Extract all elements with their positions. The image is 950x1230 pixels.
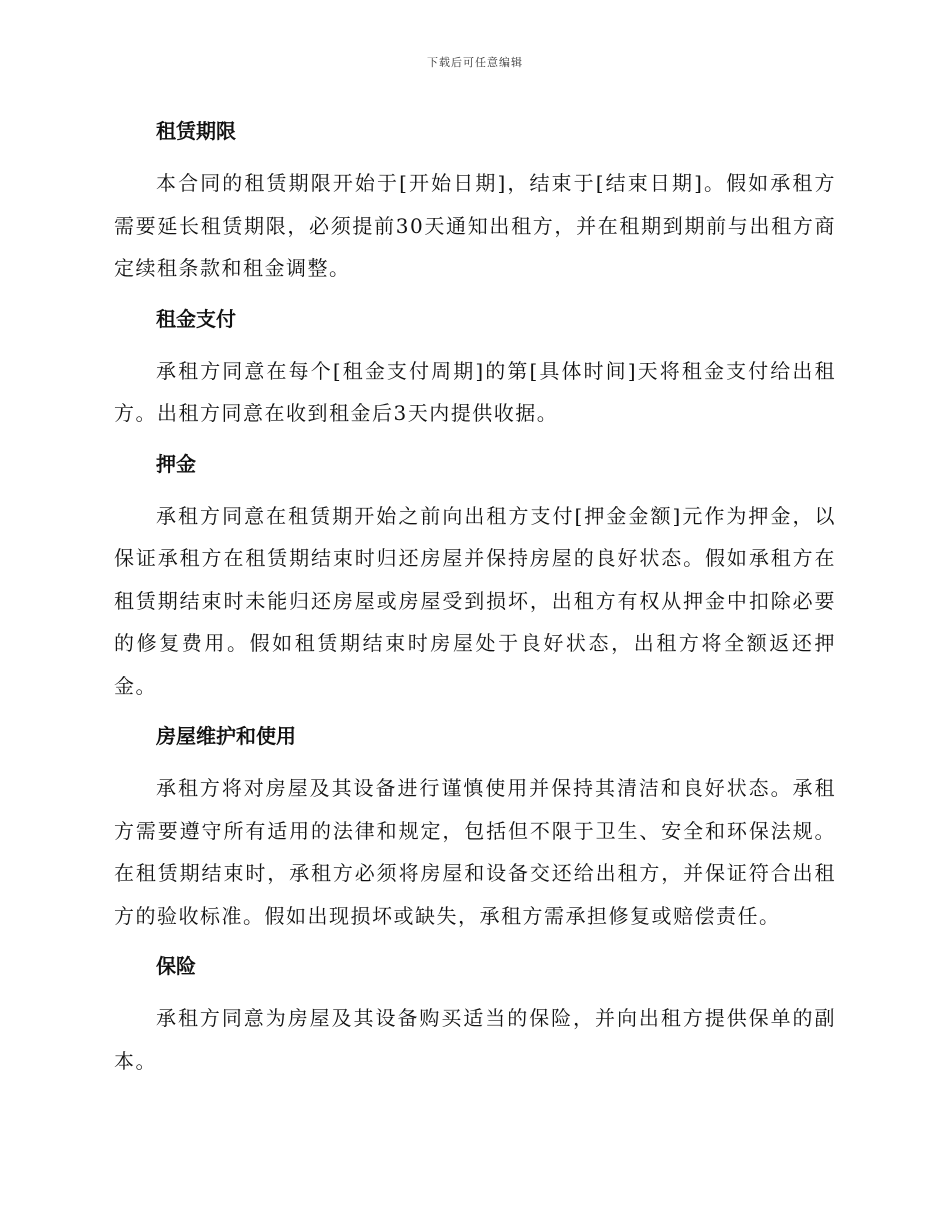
- section-insurance: [114, 947, 836, 1082]
- section-paragraph: 本合同的租赁期限开始于[开始日期]，结束于[结束日期]。假如承租方需要延长租赁期限，必须提前30天通知出租方，并在租期到期前与出租方商定续租条款和租金调整。: [114, 171, 836, 280]
- section-heading: 租金支付: [156, 306, 236, 331]
- section-heading: 租赁期限: [156, 119, 236, 143]
- page-header: 下载后可任意编辑: [427, 56, 523, 69]
- section-maintenance: [114, 717, 836, 937]
- section-heading: 房屋维护和使用: [156, 724, 296, 748]
- section-paragraph: 承租方将对房屋及其设备进行谨慎使用并保持其清洁和良好状态。承租方需要遵守所有适用的法律和规定，包括但不限于卫生、安全和环保法规。在租赁期结束时，承租方必须将房屋和设备交还给出租方，并保证符合出租方的验收标准。假如出现损坏或缺失，承租方需承担修复或赔偿责任。: [114, 776, 836, 928]
- section-paragraph: 承租方同意为房屋及其设备购买适当的保险，并向出租方提供保单的副本。: [114, 1006, 836, 1073]
- section-deposit: [114, 445, 836, 708]
- section-heading: 押金: [156, 451, 196, 476]
- section-paragraph: 承租方同意在每个[租金支付周期]的第[具体时间]天将租金支付给出租方。出租方同意在收到租金后3天内提供收据。: [114, 358, 836, 425]
- section-rent-payment: [114, 300, 836, 435]
- document-body: [114, 108, 836, 1092]
- section-lease-term: [114, 112, 836, 290]
- section-heading: 保险: [156, 954, 196, 978]
- section-paragraph: 承租方同意在租赁期开始之前向出租方支付[押金金额]元作为押金，以保证承租方在租赁期结束时归还房屋并保持房屋的良好状态。假如承租方在租赁期结束时未能归还房屋或房屋受到损坏，出租方有权从押金中扣除必要的修复费用。假如租赁期结束时房屋处于良好状态，出租方将全额返还押金。: [114, 503, 836, 698]
